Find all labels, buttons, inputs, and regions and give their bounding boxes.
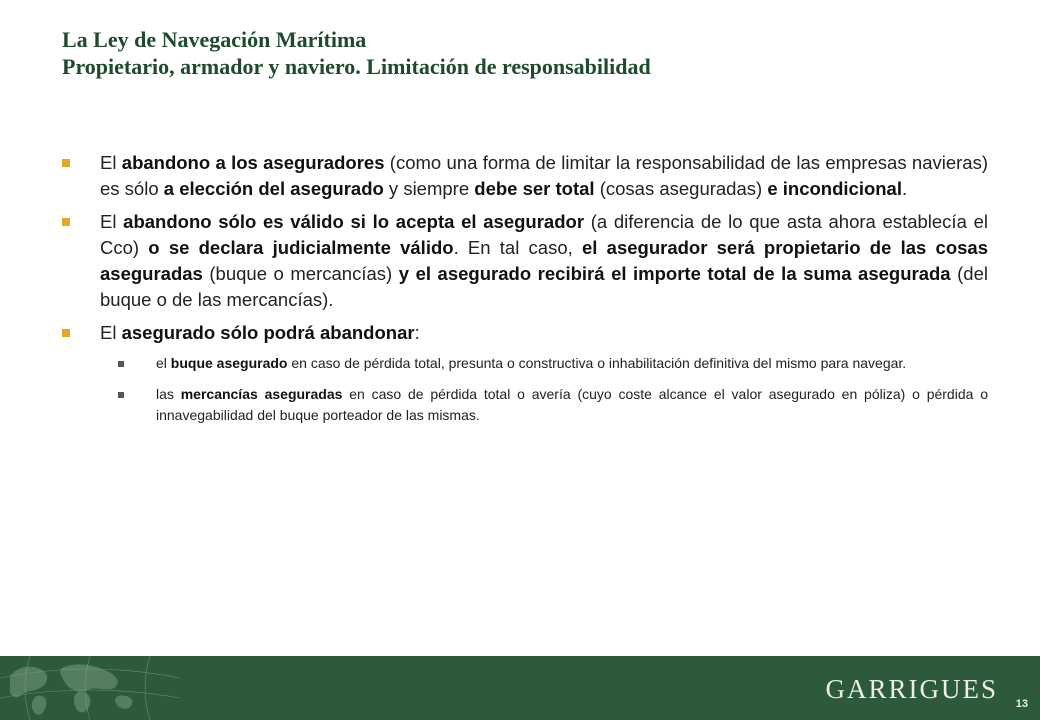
text-run: . En tal caso, <box>453 237 582 258</box>
bold-text: abandono sólo es válido si lo acepta el asegurador <box>123 211 585 232</box>
bold-text: mercancías aseguradas <box>180 386 343 402</box>
text-run: (a diferencia de lo que asta ahora establecía el Cco) <box>100 211 988 258</box>
bullet-item <box>60 320 988 346</box>
page-number: 13 <box>1015 698 1028 710</box>
sub-bullet-text <box>156 386 988 423</box>
text-run: El <box>100 152 122 173</box>
bold-text: o se declara judicialmente válido <box>148 237 454 258</box>
bullet-item <box>60 150 988 202</box>
text-run: (cosas aseguradas) <box>594 178 768 199</box>
text-run: El <box>100 322 122 343</box>
bold-text: el asegurador será propietario de las cosas aseguradas <box>100 237 988 284</box>
square-bullet-icon <box>62 329 70 337</box>
bullet-text <box>100 152 988 199</box>
sub-bullet-item <box>60 353 988 374</box>
title-line-2: Propietario, armador y naviero. Limitación de responsabilidad <box>62 54 651 79</box>
bold-text: buque asegurado <box>170 355 288 371</box>
footer-bar <box>0 656 1040 720</box>
bullet-item <box>60 209 988 313</box>
text-run: (buque o mercancías) <box>202 263 399 284</box>
small-square-bullet-icon <box>118 392 124 398</box>
bold-text: y el asegurado recibirá el importe total de la suma asegurada <box>398 263 951 284</box>
square-bullet-icon <box>62 159 70 167</box>
bullet-text <box>100 211 988 310</box>
text-run: en caso de pérdida total o avería (cuyo coste alcance el valor asegurado en póliza) o pérdida o innavegabilidad del buque porteador de las mismas. <box>156 386 988 423</box>
bold-text: e incondicional <box>767 178 902 199</box>
text-run: (como una forma de limitar la responsabilidad de las empresas navieras) es sólo <box>100 152 989 199</box>
text-run: y siempre <box>383 178 475 199</box>
text-run: las <box>156 386 181 402</box>
text-run: en caso de pérdida total, presunta o constructiva o inhabilitación definitiva del mismo para navegar. <box>287 355 907 371</box>
bold-text: a elección del asegurado <box>163 178 384 199</box>
text-run: . <box>902 178 908 199</box>
slide-body <box>60 150 988 436</box>
text-run: El <box>100 211 124 232</box>
text-run: el <box>156 355 171 371</box>
small-square-bullet-icon <box>118 361 124 367</box>
bold-text: abandono a los aseguradores <box>121 152 385 173</box>
sub-bullet-text <box>156 355 906 371</box>
world-map-icon <box>0 656 180 720</box>
sub-bullet-item <box>60 384 988 426</box>
bold-text: debe ser total <box>474 178 595 199</box>
square-bullet-icon <box>62 218 70 226</box>
text-run: (del buque o de las mercancías). <box>100 263 988 310</box>
bold-text: asegurado sólo podrá abandonar <box>121 322 415 343</box>
text-run: : <box>414 322 420 343</box>
garrigues-logo: GARRIGUES <box>825 674 998 704</box>
title-line-1: La Ley de Navegación Marítima <box>62 27 367 52</box>
slide-title <box>62 26 1002 80</box>
bullet-text <box>100 322 420 343</box>
